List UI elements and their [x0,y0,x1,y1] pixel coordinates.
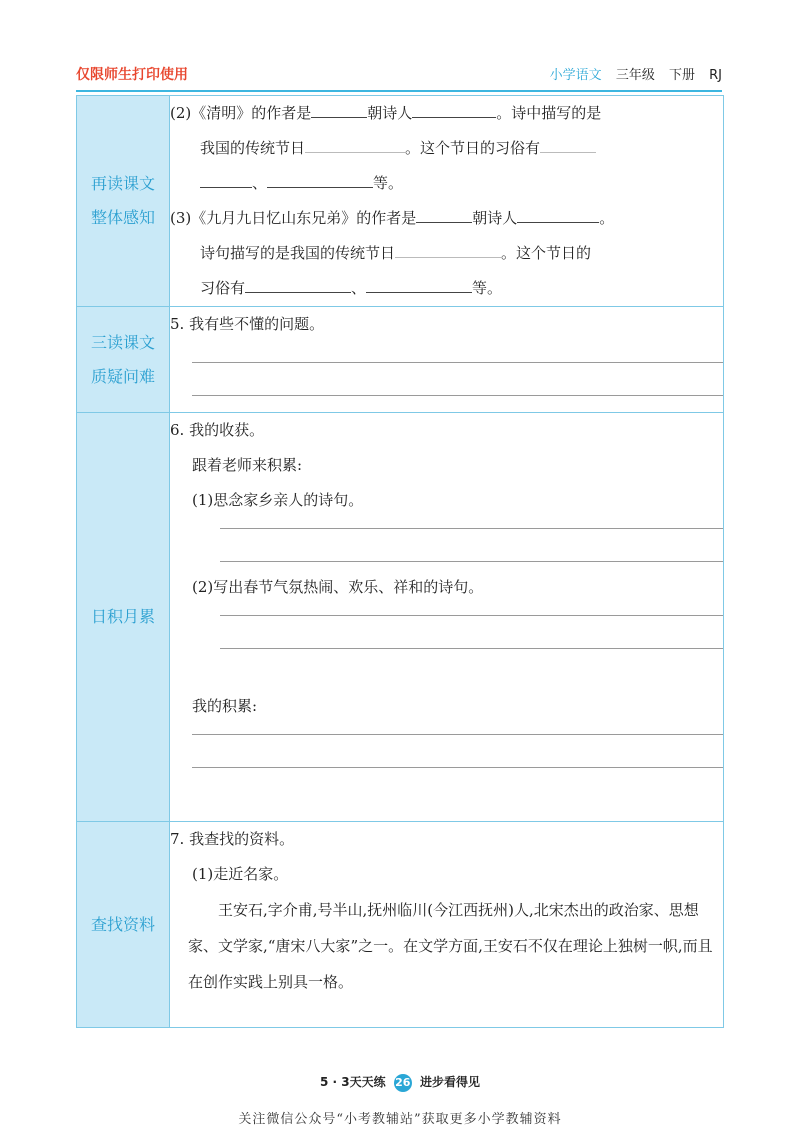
section-reread [77,96,724,307]
writing-line[interactable] [220,561,723,562]
answer-blank[interactable] [267,167,373,188]
follow-teacher: 跟着老师来积累: [192,456,303,474]
volume-label: 下册 [668,68,695,83]
answer-blank[interactable] [305,132,405,153]
print-notice: 仅限师生打印使用 [76,67,188,83]
section-questions [77,307,724,413]
section-research [77,822,724,1028]
slogan-label: 进步看得见 [419,1075,480,1089]
page-number: 26 [394,1074,412,1092]
grade-label: 三年级 [615,68,655,83]
sub-question-1: (1)思念家乡亲人的诗句。 [192,491,364,509]
subject-label: 小学语文 [549,68,602,83]
writing-line[interactable] [192,362,723,363]
section-body-questions [170,307,724,413]
answer-blank[interactable] [245,272,351,293]
page-footer [0,1073,800,1092]
section-accumulate [77,413,724,822]
section-label-research: 查找资料 [77,822,170,1028]
section-label-accumulate: 日积月累 [77,413,170,822]
header-divider [76,90,722,92]
answer-blank[interactable] [395,237,501,258]
answer-blank[interactable] [416,202,472,223]
writing-line[interactable] [220,528,723,529]
wechat-notice: 关注微信公众号“小考教辅站”获取更多小学教辅资料 [238,1112,562,1127]
edition-label: RJ [709,68,722,83]
book-info [540,64,722,83]
writing-line[interactable] [192,767,723,768]
worksheet-table [76,95,724,1028]
writing-line[interactable] [220,648,723,649]
answer-blank[interactable] [366,272,472,293]
question-3-line1: (3)《九月九日忆山东兄弟》的作者是 朝诗人 。 [170,201,723,236]
answer-blank[interactable] [200,167,252,188]
question-6: 6. 我的收获。 [170,421,265,439]
writing-line[interactable] [220,615,723,616]
question-2-line3: 、 等。 [170,166,723,201]
question-3-line3: 习俗有 、 等。 [170,271,723,306]
my-accumulation: 我的积累: [192,697,258,715]
writing-line[interactable] [192,734,723,735]
question-7: 7. 我查找的资料。 [170,830,295,848]
section-body-research [170,822,724,1028]
question-2-line1: (2)《清明》的作者是 朝诗人 。诗中描写的是 [170,96,723,131]
question-5: 5. 我有些不懂的问题。 [170,315,325,333]
answer-blank[interactable] [540,132,596,153]
wang-anshi-paragraph: 王安石,字介甫,号半山,抚州临川(今江西抚州)人,北宋杰出的政治家、思想家、文学家,“唐宋八大家”之一。在文学方面,王安石不仅在理论上独树一帜,而且在创作实践上别具一格。 [188,901,713,991]
sub-question-famous: (1)走近名家。 [192,865,289,883]
writing-line[interactable] [192,395,723,396]
section-body-accumulate [170,413,724,822]
section-label-questions: 三读课文 质疑问难 [77,307,170,413]
answer-blank[interactable] [311,97,367,118]
section-body-reread [170,96,724,307]
section-label-reread: 再读课文 整体感知 [77,96,170,307]
answer-blank[interactable] [412,97,496,118]
question-3-line2: 诗句描写的是我国的传统节日 。这个节日的 [170,236,723,271]
answer-blank[interactable] [517,202,599,223]
series-label: 5 · 3天天练 [319,1075,386,1089]
sub-question-2: (2)写出春节气氛热闹、欢乐、祥和的诗句。 [192,578,484,596]
question-2-line2: 我国的传统节日 。这个节日的习俗有 [170,131,723,166]
